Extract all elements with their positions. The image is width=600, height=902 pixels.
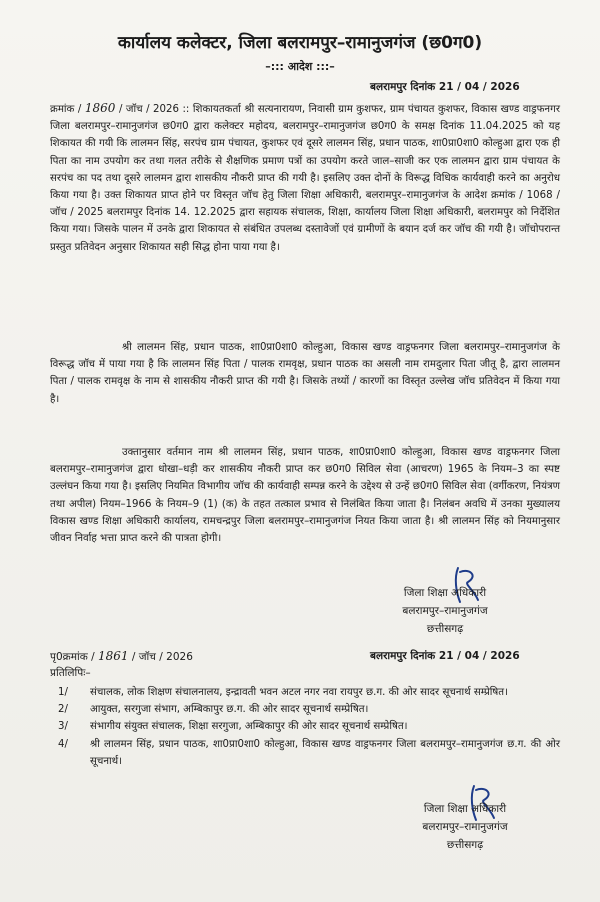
- endorsement-ref-number: 1861: [98, 649, 129, 663]
- copy-to-label: प्रतिलिपिः–: [50, 667, 91, 679]
- signatory-place: बलरामपुर–रामानुजगंज: [402, 605, 488, 617]
- order-paragraph-2: श्री लालमन सिंह, प्रधान पाठक, शा0प्रा0शा0 कोल्हुआ, विकास खण्ड वाड्रफनगर जिला बलरामपुर–रामानुजगंज के विरूद्ध जॉच में पाया गया है कि लालमन सिंह पिता / पालक रामवृक्ष, प्रधान पाठक का असली नाम रामदुलार पिता जीतू है, द्वारा लालमन पिता / पालक रामवृक्ष के नाम से शासकीय नौकरी प्राप्त की गयी है। जिसके तथ्यों / कारणों का विस्तृत उल्लेख जॉच प्रतिवेदन में किया गया है।: [50, 342, 560, 405]
- endorsement-ref-prefix: पृ0क्रमांक /: [50, 651, 95, 663]
- signature-block-1: [360, 584, 530, 638]
- list-item: 1/ संचालक, लोक शिक्षण संचालनालय, इन्द्रावती भवन अटल नगर नवा रायपुर छ.ग. की ओर सादर सूचनार्थ सम्प्रेषित।: [58, 687, 508, 698]
- signatory-designation: जिला शिक्षा अधिकारी: [403, 587, 487, 599]
- order-heading: –::: आदेश :::–: [265, 60, 335, 73]
- list-item: 3/ संभागीय संयुक्त संचालक, शिक्षा सरगुजा, अम्बिकापुर की ओर सादर सूचनार्थ सम्प्रेषित।: [58, 721, 408, 733]
- endorsement-ref: [50, 649, 193, 664]
- order-paragraph-1: [50, 100, 560, 256]
- order-paragraph-1-text: / जॉच / 2026 :: शिकायतकर्ता श्री सत्यनारायण, निवासी ग्राम कुशफर, ग्राम पंचायत कुशफर, विकास खण्ड वाड्रफनगर जिला बलरामपुर–रामानुजगंज छ0ग0 द्वारा कलेक्टर महोदय, बलरामपुर–रामानुजगंज छ0ग0 के समक्ष दिनांक 11.04.2025 को यह शिकायत की गयी कि लालमन सिंह, सरपंच ग्राम पंचायत, कुशफर एवं दूसरे लालमन सिंह, प्रधान पाठक, शा0प्रा0शा0 कोल्हुआ द्वारा एक ही पिता का नाम उपयोग कर तथा गलत तरीके से शैक्षणिक प्रमाण पत्रों का उपयोग करते जाल–साजी कर एक लालमन द्वारा ग्राम पंचायत के सरपंच का पद तथा दूसरे लालमन द्वारा शासकीय नौकरी प्राप्त की गयी है। इसलिए उक्त दोनों के विरूद्ध विधिक कार्यवाही करने का अनुरोध किया गया है। उक्त शिकायत प्राप्त होने पर विस्तृत जॉच हेतु जिला शिक्षा अधिकारी, बलरामपुर–रामानुजगंज के आदेश क्रमांक / 1068 / जॉच / 2025 बलरामपुर दिनांक 14. 12.2025 द्वारा सहायक संचालक, शिक्षा, कार्यालय जिला शिक्षा अधिकारी, बलरामपुर को निर्देशित किया गया। जिसके पालन में उनके द्वारा शिकायत से संबंधित उपलब्ध दस्तावेजों एवं ग्रामीणों के बयान दर्ज कर जॉच की गयी है। जॉचोपरान्त प्रस्तुत प्रतिवेदन अनुसार शिकायत सही सिद्ध होना पाया गया है।: [50, 104, 560, 253]
- list-item: 4/ श्री लालमन सिंह, प्रधान पाठक, शा0प्रा0शा0 कोल्हुआ, विकास खण्ड वाड्रफनगर जिला बलरामपुर–रामानुजगंज छ.ग. की ओर सूचनार्थ।: [58, 738, 560, 767]
- order-ref-number: 1860: [84, 101, 116, 115]
- order-ref-prefix: क्रमांक /: [50, 104, 82, 115]
- signatory-designation: जिला शिक्षा अधिकारी: [423, 803, 507, 815]
- signatory-place: बलरामपुर–रामानुजगंज: [422, 821, 508, 833]
- list-item: 2/ आयुक्त, सरगुजा संभाग, अम्बिकापुर छ.ग. की ओर सादर सूचनार्थ सम्प्रेषित।: [58, 704, 369, 716]
- order-paragraph-3: उक्तानुसार वर्तमान नाम श्री लालमन सिंह, प्रधान पाठक, शा0प्रा0शा0 कोल्हुआ, विकास खण्ड वाड्रफनगर जिला बलरामपुर–रामानुजगंज द्वारा धोखा–धड़ी कर शासकीय नौकरी प्राप्त कर छ0ग0 सिविल सेवा (आचरण) 1965 के नियम–3 का स्पष्ट उल्लंघन किया गया है। इसलिए नियमित विभागीय जॉच की कार्यवाही सम्पन्न करने के उद्देश्य से उन्हें छ0ग0 सिविल सेवा (वर्गीकरण, नियंत्रण तथा अपील) नियम–1966 के नियम–9 (1) (क) के तहत तत्काल प्रभाव से निलंबित किया जाता है। निलंबन अवधि में उनका मुख्यालय विकास खण्ड शिक्षा अधिकारी कार्यालय, रामचन्द्रपुर जिला बलरामपुर–रामानुजगंज नियत किया जाता है। श्री लालमन सिंह को नियमानुसार जीवन निर्वाह भत्ता प्राप्त करने की पात्रता होगी।: [50, 447, 560, 545]
- order-date: बलरामपुर दिनांक 21 / 04 / 2026: [370, 81, 520, 93]
- signatory-state: छत्तीसगढ़: [426, 623, 464, 635]
- signatory-state: छत्तीसगढ़: [446, 839, 484, 851]
- office-title: कार्यालय कलेक्टर, जिला बलरामपुर–रामानुजगंज (छ0ग0): [117, 33, 483, 53]
- copy-list: [50, 684, 560, 770]
- endorsement-date: बलरामपुर दिनांक 21 / 04 / 2026: [370, 650, 520, 662]
- endorsement-ref-suffix: / जॉच / 2026: [131, 651, 193, 663]
- signature-block-2: [380, 800, 550, 854]
